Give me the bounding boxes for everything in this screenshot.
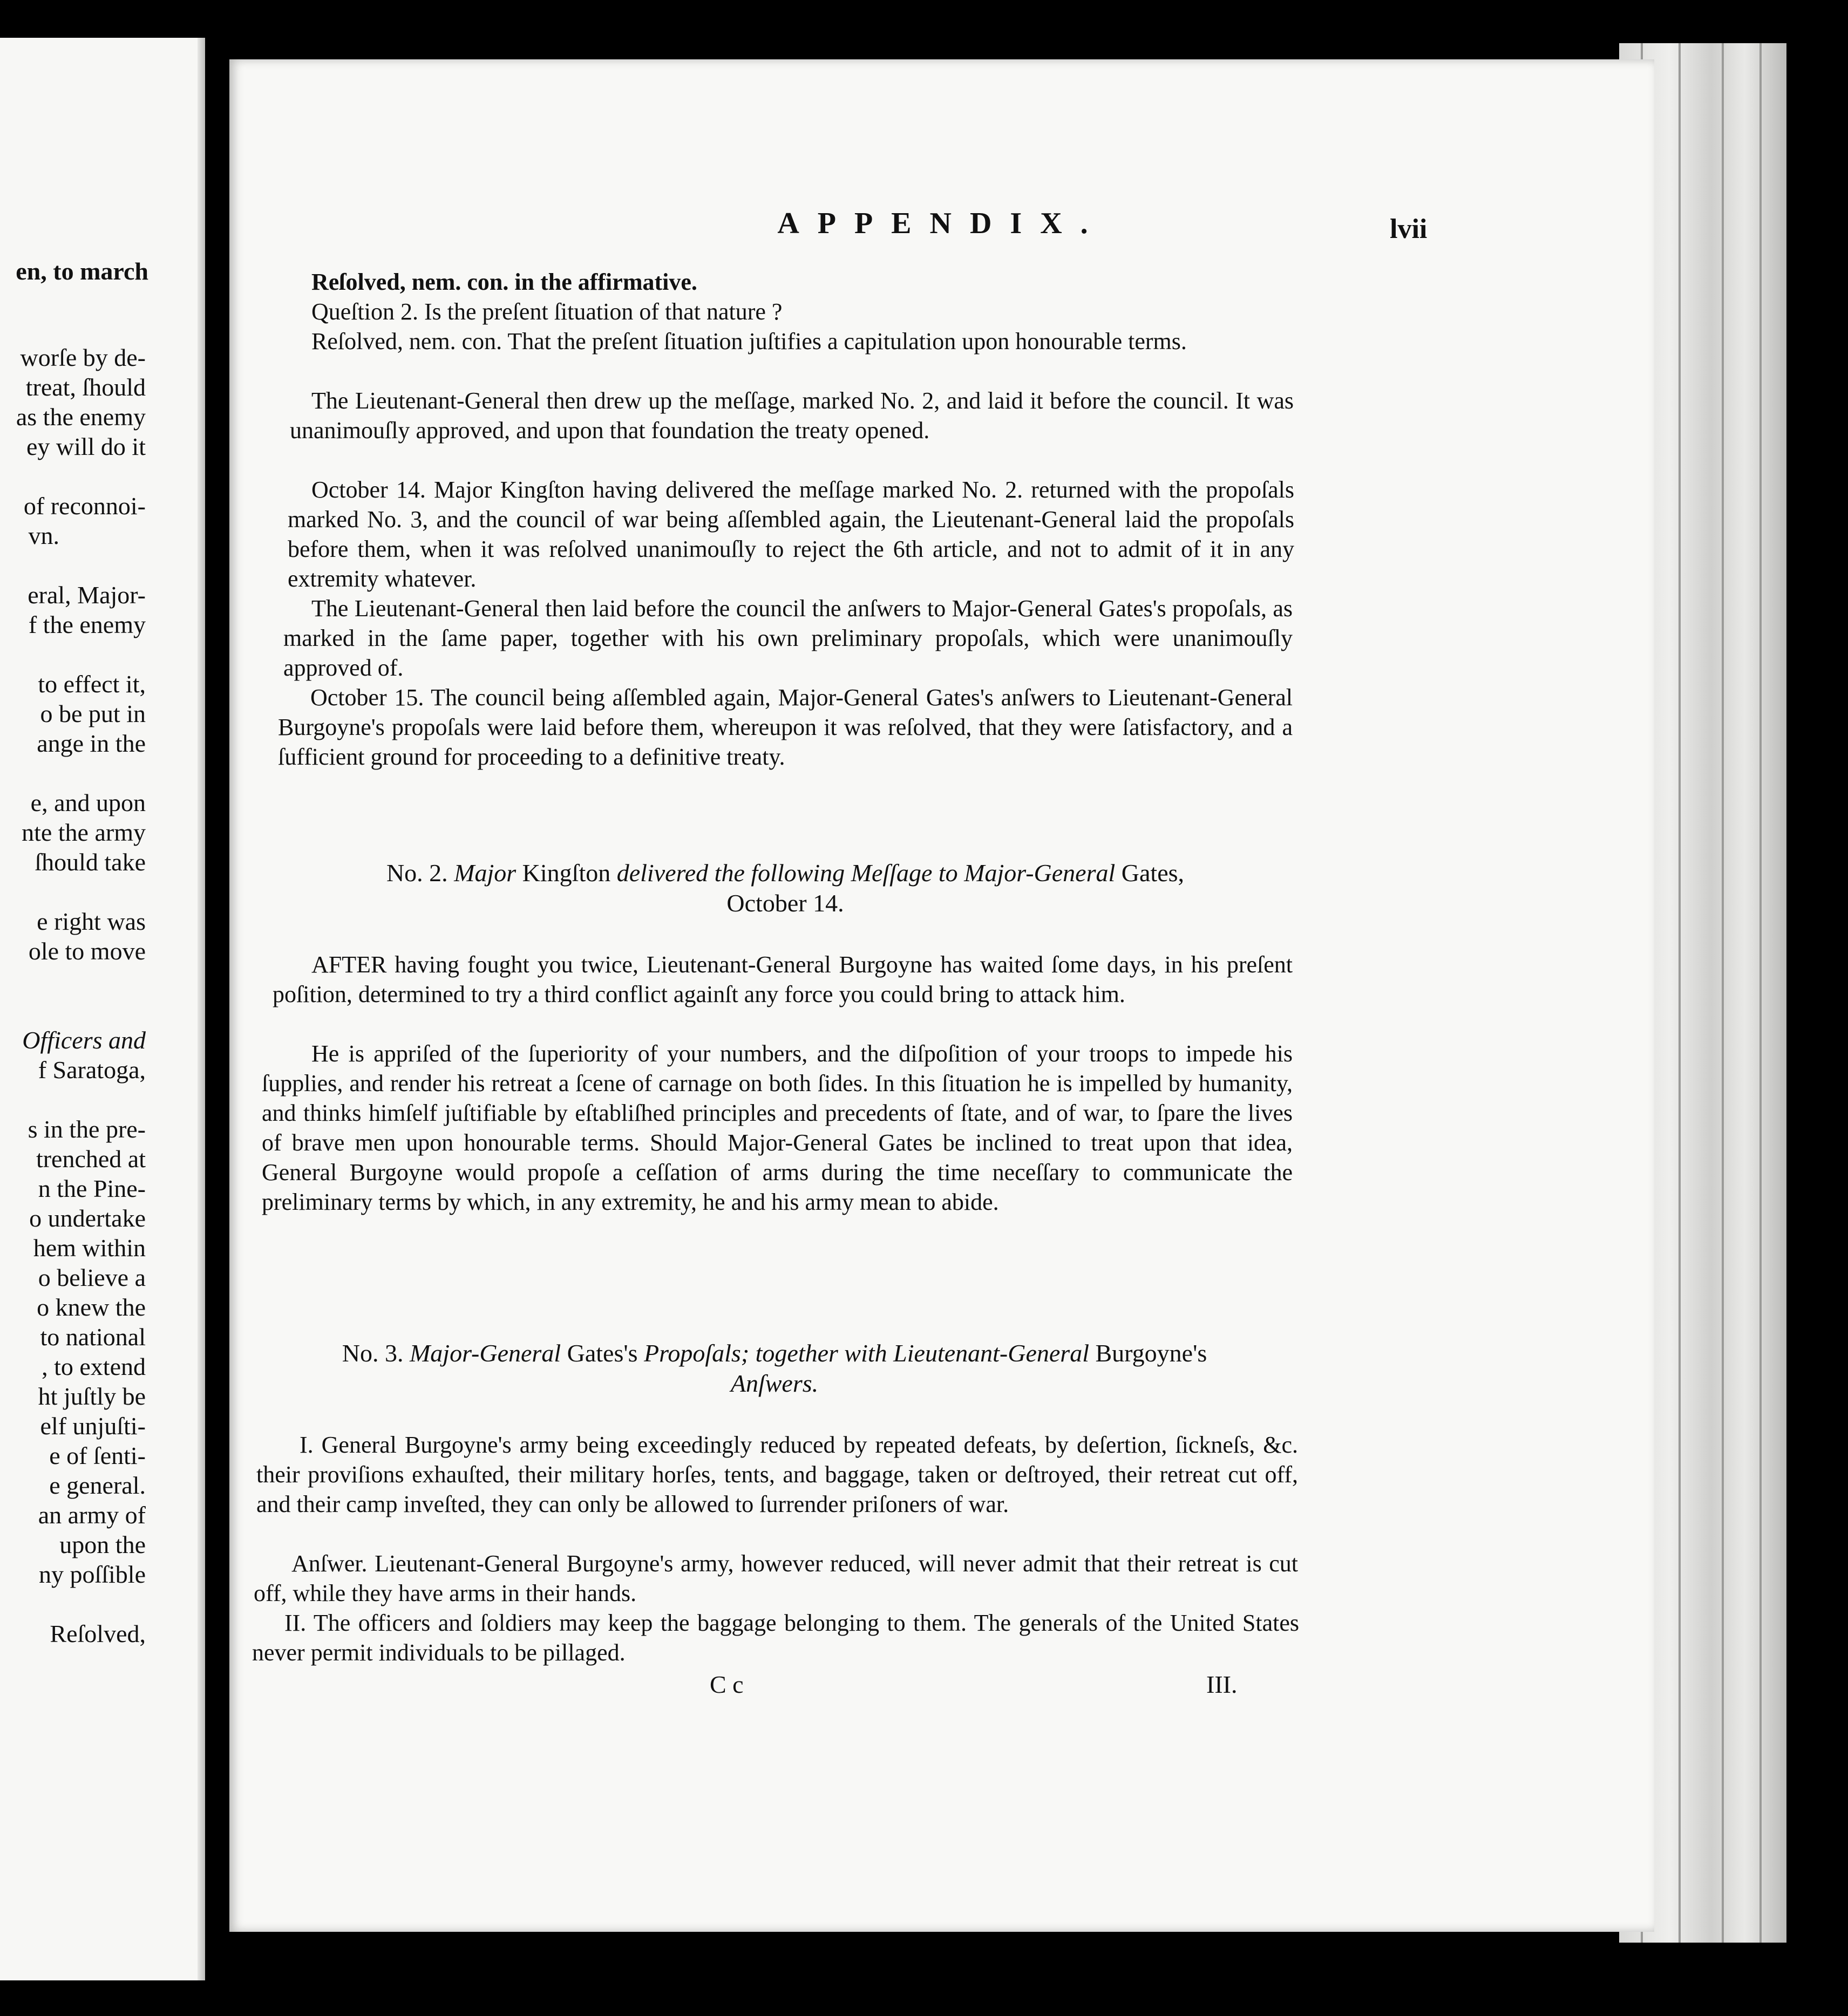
paragraph: October 15. The council being aſſembled again, Major-General Gates's anſwers to Lieutenant-General Burgoyne's propoſals were laid before them, whereupon it was reſolved, that they were ſatisfactory, and a ſufficient ground for proceeding to a definitive treaty. [278,684,1293,770]
left-page-line: o believe a [38,1264,146,1291]
left-page-line: elf unjuſti- [40,1412,146,1440]
left-page-line: o knew the [37,1293,146,1321]
paragraph: II. The officers and ſoldiers may keep the baggage belonging to them. The generals of the United States never permit individuals to be pillaged. [252,1610,1299,1666]
left-page-line: f Saratoga, [38,1056,146,1084]
heading-text: Major-General [409,1339,561,1367]
heading-text: delivered the following Meſſage to Major-General [616,859,1116,887]
paragraph: Reſolved, nem. con. That the preſent ſituation juſtifies a capitulation upon honourable terms. [311,328,1187,355]
left-page-line: vn. [28,522,59,549]
left-page-line: f the enemy [28,611,146,638]
main-page [229,59,1654,1932]
left-page-line: worſe by de- [20,344,146,371]
paragraph: Reſolved, nem. con. in the affirmative. [311,269,697,295]
heading-number: No. 3. [342,1339,404,1367]
left-page-gutter [198,38,205,1980]
left-page-line: en, to march [16,257,148,285]
paragraph: I. General Burgoyne's army being exceedingly reduced by repeated defeats, by deſertion, ſickneſs, &c. their proviſions exhauſted, their military horſes, tents, and baggage, taken or deſtroyed, their retreat cut off, and their camp inveſted, they can only be allowed to ſurrender priſoners of war. [256,1432,1298,1517]
catchword: III. [1206,1671,1238,1698]
left-page-line: treat, ſhould [25,373,146,401]
left-page-line: ſhould take [35,848,146,876]
heading-date: October 14. [726,889,844,917]
paragraph: Queſtion 2. Is the preſent ſituation of that nature ? [311,298,783,325]
left-page-line: e general. [49,1472,146,1499]
page-edge-line [1679,43,1681,1943]
left-page-line: nte the army [22,819,146,846]
heading-text: Anſwers. [730,1370,819,1397]
left-page-line: , to extend [42,1353,146,1380]
left-page-line: ny poſſible [38,1561,146,1588]
heading-text: Major [454,859,517,887]
heading-name: Kingſton [522,859,611,887]
left-page-line: o be put in [40,700,146,727]
left-page-line: to effect it, [38,670,146,698]
page-edge-line [1722,43,1724,1943]
left-page-line: ange in the [37,730,146,757]
left-page-line: trenched at [36,1145,146,1173]
paragraph: AFTER having fought you twice, Lieutenant-General Burgoyne has waited ſome days, in his preſent poſition, determined to try a third conflict againſt any force you could bring to attack him. [273,951,1293,1007]
page-edge-line [1759,43,1762,1943]
left-page-line: e of ſenti- [49,1442,146,1469]
heading-text: ; together with Lieutenant-General [740,1339,1089,1367]
heading-name: Gates's [567,1339,638,1367]
left-page-line: e right was [37,908,146,935]
paragraph: The Lieutenant-General then drew up the meſſage, marked No. 2, and laid it before the council. It was unanimouſly approved, and upon that foundation the treaty opened. [290,387,1294,444]
left-facing-page [0,38,205,1980]
left-page-line: Reſolved, [50,1620,146,1647]
left-page-line: upon the [59,1531,146,1558]
paragraph: The Lieutenant-General then laid before the council the anſwers to Major-General Gates's propoſals, as marked in the ſame paper, together with his own preliminary propoſals, which were unanimouſly approved of. [283,595,1293,681]
running-head: APPENDIX. [777,207,1106,240]
signature-mark: C c [710,1671,744,1698]
left-page-line: of reconnoi- [23,492,146,520]
left-page-line: s in the pre- [28,1115,146,1143]
heading-name: Burgoyne's [1095,1339,1207,1367]
left-page-line: hem within [33,1234,146,1262]
paragraph: October 14. Major Kingſton having delivered the meſſage marked No. 2. returned with the propoſals marked No. 3, and the council of war being aſſembled again, the Lieutenant-General laid the propoſals before them, when it was reſolved unanimouſly to reject the 6th article, and not to admit of it in any extremity whatever. [288,476,1294,592]
heading-name: Gates, [1121,859,1185,887]
left-page-line: o undertake [29,1204,146,1232]
left-page-line: e, and upon [30,789,146,816]
left-page-line: n the Pine- [38,1175,146,1202]
heading-text: Propoſals [644,1339,741,1367]
heading-number: No. 2. [386,859,448,887]
left-page-line: ey will do it [26,433,146,460]
section-heading-no3 [251,1338,1298,1399]
left-page-line: ole to move [28,937,146,965]
page-number: lvii [1390,214,1428,244]
left-page-line: ht juſtly be [38,1382,146,1410]
left-page-line: eral, Major- [28,581,146,609]
section-heading-no2 [267,858,1303,918]
left-page-line: as the enemy [16,403,146,431]
paragraph: He is appriſed of the ſuperiority of your numbers, and the diſpoſition of your troops to impede his ſupplies, and render his retreat a ſcene of carnage on both ſides. In this ſituation he is impelled by humanity, and thinks himſelf juſtifiable by eſtabliſhed principles and precedents of ſtate, and of war, to ſpare the lives of brave men upon honourable terms. Should Major-General Gates be inclined to treat upon that idea, General Burgoyne would propoſe a ceſſation of arms during the time neceſſary to communicate the preliminary terms by which, in any extremity, he and his army mean to abide. [262,1040,1293,1215]
left-page-line: Officers and [22,1026,146,1054]
left-page-line: to national [40,1323,146,1351]
left-page-line: an army of [38,1501,146,1529]
paragraph: Anſwer. Lieutenant-General Burgoyne's army, however reduced, will never admit that their retreat is cut off, while they have arms in their hands. [254,1550,1298,1606]
